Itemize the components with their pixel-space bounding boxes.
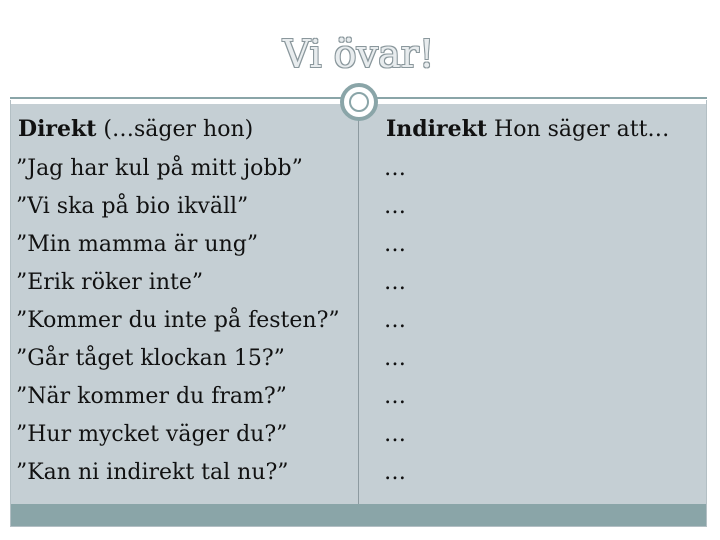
list-item: ”Går tåget klockan 15?” bbox=[16, 346, 285, 371]
list-item: ”Kan ni indirekt tal nu?” bbox=[16, 460, 289, 485]
list-item: … bbox=[384, 194, 406, 219]
list-item: ”Erik röker inte” bbox=[16, 270, 204, 295]
left-heading bbox=[16, 110, 356, 150]
column-divider bbox=[358, 104, 359, 504]
list-item: ”Hur mycket väger du?” bbox=[16, 422, 288, 447]
list-item: … bbox=[384, 422, 406, 447]
list-item: … bbox=[384, 270, 406, 295]
slide-title: Vi övar! bbox=[282, 32, 435, 76]
footer-bar bbox=[11, 504, 706, 526]
list-item: … bbox=[384, 308, 406, 333]
left-column bbox=[16, 110, 356, 492]
list-item: ”Kommer du inte på festen?” bbox=[16, 308, 340, 333]
list-item: … bbox=[384, 384, 406, 409]
right-column bbox=[384, 110, 704, 492]
list-item: … bbox=[384, 232, 406, 257]
right-heading bbox=[384, 110, 704, 150]
list-item: ”Min mamma är ung” bbox=[16, 232, 259, 257]
left-heading-rest: (…säger hon) bbox=[96, 117, 254, 142]
list-item: … bbox=[384, 346, 406, 371]
right-heading-bold: Indirekt bbox=[386, 116, 488, 142]
right-lines bbox=[384, 150, 704, 492]
list-item: ”När kommer du fram?” bbox=[16, 384, 287, 409]
list-item: ”Vi ska på bio ikväll” bbox=[16, 194, 249, 219]
left-heading-bold: Direkt bbox=[18, 116, 97, 142]
list-item: … bbox=[384, 460, 406, 485]
list-item: … bbox=[384, 156, 406, 181]
right-heading-rest: Hon säger att… bbox=[487, 117, 670, 142]
circle-ornament-inner bbox=[349, 92, 369, 112]
list-item: ”Jag har kul på mitt jobb” bbox=[16, 156, 303, 181]
